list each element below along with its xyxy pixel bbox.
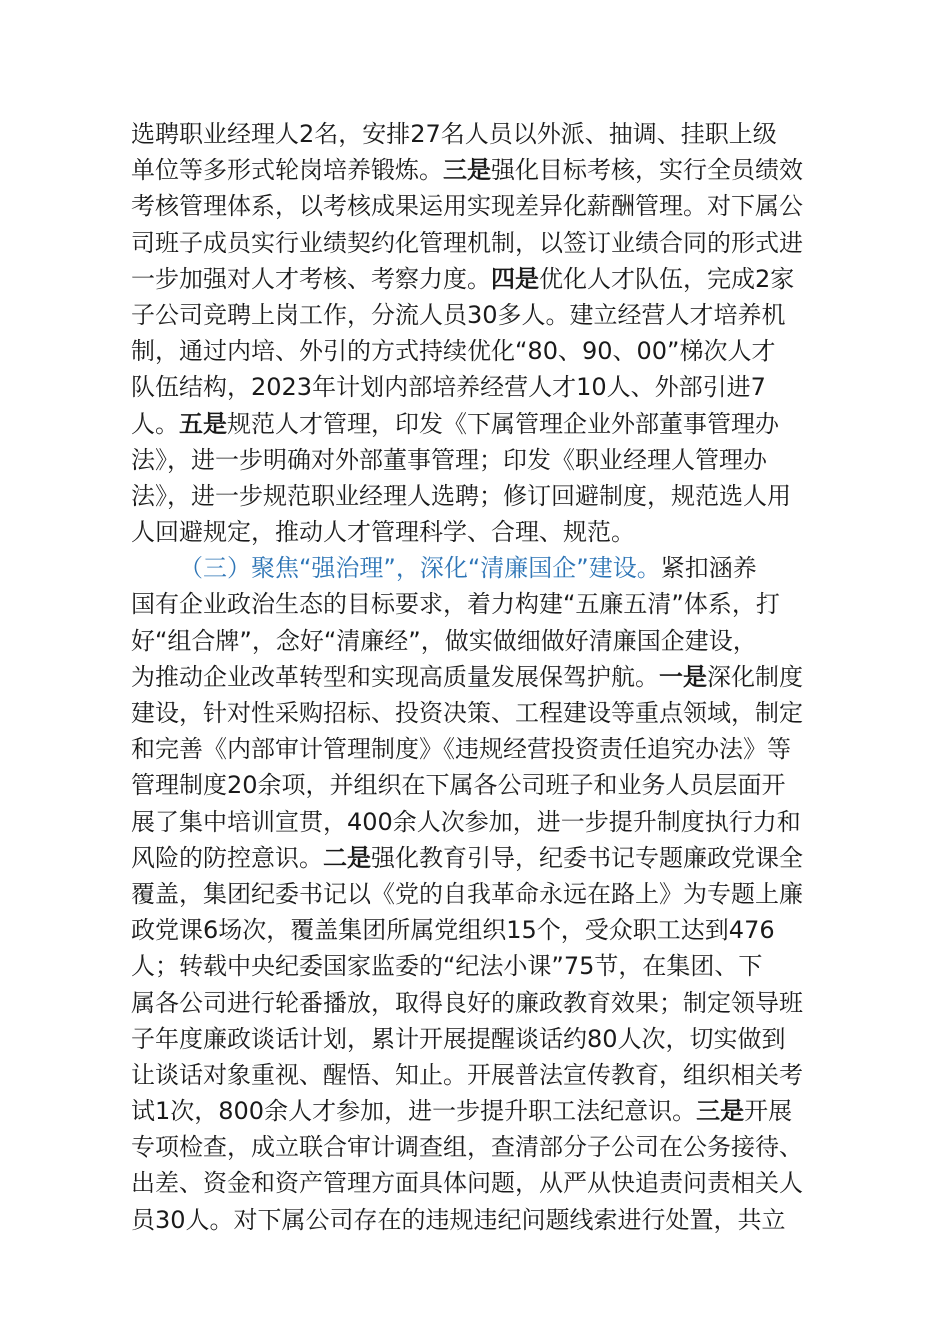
text-span: 专项检查，成立联合审计调查组，查清部分子公司在公务接待、 bbox=[131, 1133, 803, 1162]
text-span: 规范人才管理，印发《下属管理企业外部董事管理办 bbox=[227, 409, 779, 438]
text-span: 为推动企业改革转型和实现高质量发展保驾护航。 bbox=[131, 662, 659, 691]
emphasis-label: 四是 bbox=[491, 264, 539, 293]
text-span: 人。 bbox=[131, 409, 179, 438]
text-line bbox=[131, 152, 851, 188]
text-line bbox=[131, 188, 851, 224]
text-line bbox=[131, 369, 851, 405]
text-line bbox=[131, 442, 851, 478]
text-line bbox=[131, 1202, 851, 1238]
text-span: 深化制度 bbox=[707, 662, 803, 691]
text-span: 风险的防控意识。 bbox=[131, 843, 323, 872]
text-span: 人回避规定，推动人才管理科学、合理、规范。 bbox=[131, 518, 635, 547]
text-line bbox=[131, 623, 851, 659]
text-span: 让谈话对象重视、醒悟、知止。开展普法宣传教育，组织相关考 bbox=[131, 1060, 803, 1089]
text-line bbox=[131, 116, 851, 152]
text-span: 考核管理体系，以考核成果运用实现差异化薪酬管理。对下属公 bbox=[131, 192, 803, 221]
text-line bbox=[131, 948, 851, 984]
text-span: 法》，进一步规范职业经理人选聘；修订回避制度，规范选人用 bbox=[131, 481, 791, 510]
text-line bbox=[131, 1057, 851, 1093]
text-span: 选聘职业经理人2名，安排27名人员以外派、抽调、挂职上级 bbox=[131, 120, 777, 148]
text-span: 司班子成员实行业绩契约化管理机制，以签订业绩合同的形式进 bbox=[131, 228, 803, 257]
emphasis-label: 一是 bbox=[659, 662, 707, 691]
text-span: 强化目标考核，实行全员绩效 bbox=[491, 156, 803, 185]
text-span: 展了集中培训宣贯，400余人次参加，进一步提升制度执行力和 bbox=[131, 807, 801, 836]
emphasis-label: 二是 bbox=[323, 843, 371, 872]
text-line bbox=[131, 876, 851, 912]
text-span: 单位等多形式轮岗培养锻炼。 bbox=[131, 156, 443, 185]
text-line bbox=[131, 586, 851, 622]
text-span: 优化人才队伍，完成2家 bbox=[539, 264, 795, 293]
text-span: 覆盖，集团纪委书记以《党的自我革命永远在路上》为专题上廉 bbox=[131, 879, 803, 908]
text-line bbox=[131, 1165, 851, 1201]
text-span: 一步加强对人才考核、考察力度。 bbox=[131, 264, 491, 293]
text-line bbox=[131, 695, 851, 731]
text-line bbox=[131, 406, 851, 442]
text-line bbox=[131, 804, 851, 840]
text-span: 国有企业政治生态的目标要求，着力构建“五廉五清”体系，打 bbox=[131, 590, 780, 619]
text-line bbox=[131, 985, 851, 1021]
text-line bbox=[131, 225, 851, 261]
text-span: 好“组合牌”，念好“清廉经”，做实做细做好清廉国企建设， bbox=[131, 626, 757, 655]
text-span: 和完善《内部审计管理制度》《违规经营投资责任追究办法》等 bbox=[131, 735, 791, 764]
body-text bbox=[131, 116, 851, 1238]
text-span: 紧扣涵养 bbox=[660, 554, 757, 583]
text-span: 出差、资金和资产管理方面具体问题，从严从快追责问责相关人 bbox=[131, 1169, 803, 1198]
text-line bbox=[131, 514, 851, 550]
section-heading: （三）聚焦“强治理”，深化“清廉国企”建设。 bbox=[179, 554, 661, 583]
text-span: 队伍结构，2023年计划内部培养经营人才10人、外部引进7 bbox=[131, 373, 766, 402]
text-span: 员30人。对下属公司存在的违规违纪问题线索进行处置，共立 bbox=[131, 1205, 786, 1234]
text-span: 人；转载中央纪委国家监委的“纪法小课”75节，在集团、下 bbox=[131, 952, 763, 981]
text-line bbox=[131, 1021, 851, 1057]
text-line bbox=[131, 478, 851, 514]
text-line bbox=[131, 912, 851, 948]
text-line bbox=[131, 840, 851, 876]
text-span: 建设，针对性采购招标、投资决策、工程建设等重点领域，制定 bbox=[131, 699, 803, 727]
text-span: 子年度廉政谈话计划，累计开展提醒谈话约80人次，切实做到 bbox=[131, 1024, 786, 1053]
text-span: 试1次，800余人才参加，进一步提升职工法纪意识。 bbox=[131, 1097, 697, 1126]
text-line bbox=[131, 767, 851, 803]
text-span: 属各公司进行轮番播放，取得良好的廉政教育效果；制定领导班 bbox=[131, 988, 803, 1017]
text-span: 政党课6场次，覆盖集团所属党组织15个，受众职工达到476 bbox=[131, 916, 775, 945]
text-line bbox=[131, 1093, 851, 1129]
text-span: 制，通过内培、外引的方式持续优化“80、90、00”梯次人才 bbox=[131, 337, 776, 366]
text-line bbox=[131, 550, 851, 586]
text-span: 强化教育引导，纪委书记专题廉政党课全 bbox=[371, 843, 803, 872]
text-line bbox=[131, 261, 851, 297]
text-line bbox=[131, 333, 851, 369]
emphasis-label: 三是 bbox=[443, 156, 491, 185]
text-line bbox=[131, 659, 851, 695]
text-span: 子公司竞聘上岗工作，分流人员30多人。建立经营人才培养机 bbox=[131, 300, 786, 329]
text-line bbox=[131, 731, 851, 767]
text-line bbox=[131, 297, 851, 333]
text-span: 管理制度20余项，并组织在下属各公司班子和业务人员层面开 bbox=[131, 771, 786, 800]
text-span: 法》，进一步明确对外部董事管理；印发《职业经理人管理办 bbox=[131, 445, 767, 474]
text-span: 开展 bbox=[744, 1097, 793, 1126]
text-line bbox=[131, 1129, 851, 1165]
emphasis-label: 三是 bbox=[696, 1097, 745, 1126]
emphasis-label: 五是 bbox=[179, 409, 227, 438]
